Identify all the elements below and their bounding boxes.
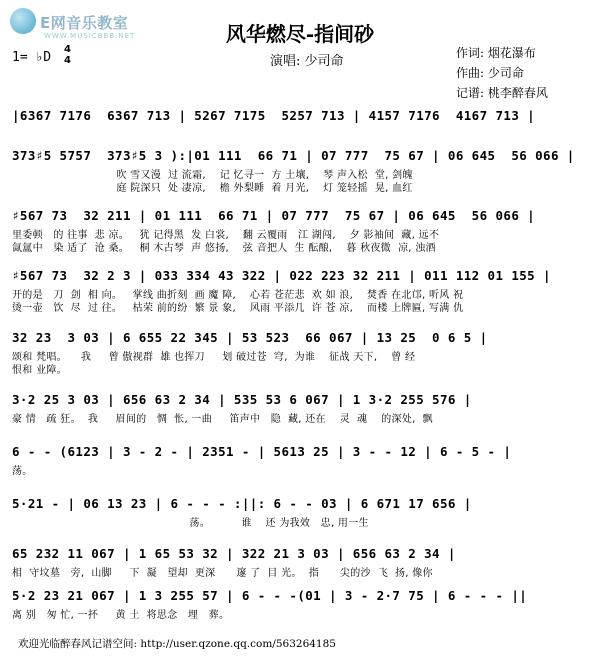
composer: 作曲: 少司命 <box>456 66 524 80</box>
notes-line: 3·2 25 3 03 | 656 63 2 34 | 535 53 6 067 | 1 3·2 255 576 | <box>12 392 472 407</box>
time-signature <box>64 44 71 66</box>
logo-text: E网音乐教室 <box>40 14 129 32</box>
notes-line: 32 23 3 03 | 6 655 22 345 | 53 523 66 067 | 13 25 0 6 5 | <box>12 330 488 345</box>
footer-link[interactable]: 欢迎光临醉春风记谱空间: http://user.qzone.qq.com/563264185 <box>18 638 336 650</box>
logo-url: WWW.MUSICBBB.NET <box>44 32 136 40</box>
lyric-line: 开的是 刀 剑 相 向。 掌线 曲折刻 画 魔 障, 心若 苍茫悲 欢 如 浪, 焚香 在北邙, 听风 祝 <box>12 290 464 301</box>
meter-bottom: 4 <box>64 55 71 66</box>
notes-line: 65 232 11 067 | 1 65 53 32 | 322 21 3 03 | 656 63 2 34 | <box>12 546 456 561</box>
notes-line: ♯567 73 32 2 3 | 033 334 43 322 | 022 223 32 211 | 011 112 01 155 | <box>12 268 551 283</box>
notes-line: 5·21 - | 06 13 23 | 6 - - - :||: 6 - - 03 | 6 671 17 656 | <box>12 496 472 511</box>
lyric-line: 里委顿 的 往事 悲 凉。 犹 记得黑 发 白裳, 翻 云覆雨 江 湖闯, 夕 影袖间 藏, 远不 <box>12 230 440 241</box>
singer: 演唱: 少司命 <box>270 54 344 69</box>
lyric-line: 颂和 梵唱。 我 曾 傲视群 雄 也挥刀 划 破过苍 穹, 为谁 征战 天下, 曾 经 <box>12 352 416 363</box>
lyric-line: 庭 院深只 处 凄凉, 檐 外梨睡 着 月光, 灯 笼轻摇 晃, 血红 <box>12 183 413 194</box>
lyric-line: 相 守坟墓 旁, 山脚 下 凝 望却 更深 邃 了 目 光。 指 尖的沙 飞 扬, 像你 <box>12 568 433 579</box>
lyric-line: 豪 情 疏 狂。 我 眉间的 惆 怅, 一曲 笛声中 隐 藏, 还在 灵 魂 的深处, 飘 <box>12 414 433 425</box>
notes-line: |6367 7176 6367 713 | 5267 7175 5257 713 | 4157 7176 4167 713 | <box>12 108 536 123</box>
notes-line: 6 - - (6123 | 3 - 2 - | 2351 - | 5613 25 | 3 - - 12 | 6 - 5 - | <box>12 444 512 459</box>
lyricist: 作词: 烟花瀑布 <box>456 46 536 60</box>
key-signature: 1= ♭D <box>12 50 52 65</box>
lyric-line: 离 别 匆 忙, 一抔 黄 土 将思念 埋 葬。 <box>12 610 230 621</box>
lyric-line: 荡。 <box>12 466 33 477</box>
transcriber: 记谱: 桃李醉春风 <box>456 86 548 100</box>
lyric-line: 荡。 谁 还 为我效 忠, 用一生 <box>12 518 369 529</box>
lyric-line: 恨和 业障。 <box>12 365 67 376</box>
lyric-line: 吹 雪又漫 过 流霜, 记 忆寻一 方 土壤, 琴 声入松 堂, 剑魄 <box>12 170 413 181</box>
notes-line: 373♯5 5757 373♯5 3 ):|01 111 66 71 | 07 777 75 67 | 06 645 56 066 | <box>12 148 575 163</box>
notes-line: ♯567 73 32 211 | 01 111 66 71 | 07 777 75 67 | 06 645 56 066 | <box>12 208 536 223</box>
notes-line: 5·2 23 21 067 | 1 3 255 57 | 6 - - -(01 | 3 - 2·7 75 | 6 - - - || <box>12 588 528 603</box>
lyric-line: 氤氲中 染 适了 沧 桑。 桐 木古琴 声 悠扬, 弦 音把人 生 酝酿, 暮 秋夜微 凉, 浊酒 <box>12 243 436 254</box>
meter-top: 4 <box>64 44 71 55</box>
lyric-line: 烫一壶 饮 尽 过 往。 枯荣 前的纷 繁 景 象, 风雨 平添几 许 苍 凉, 而楼 上牌匾, 写满 仇 <box>12 303 464 314</box>
song-title: 风华燃尽-指间砂 <box>225 22 375 46</box>
